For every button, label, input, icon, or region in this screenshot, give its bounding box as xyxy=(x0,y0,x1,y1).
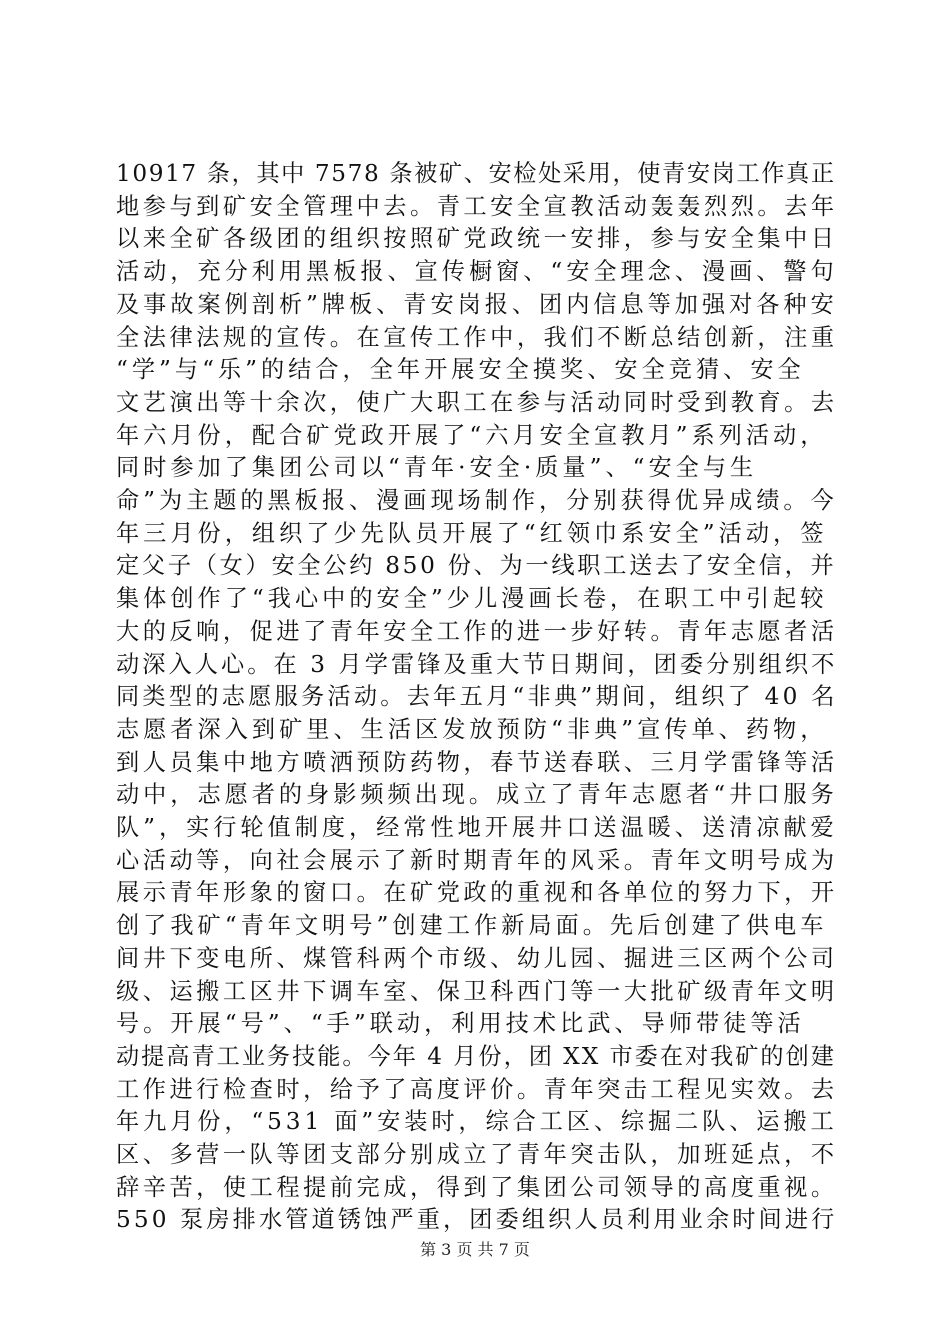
text-line: 年三月份，组织了少先队员开展了“红领巾系安全”活动，签 xyxy=(116,519,828,547)
text-line: 志愿者深入到矿里、生活区发放预防“非典”宣传单、药物， xyxy=(116,715,828,743)
text-line: 动深入人心。在 3 月学雷锋及重大节日期间，团委分别组织不 xyxy=(116,650,838,678)
text-line: 动提高青工业务技能。今年 4 月份，团 XX 市委在对我矿的创建 xyxy=(116,1042,836,1070)
text-line: 550 泵房排水管道锈蚀严重，团委组织人员利用业余时间进行 xyxy=(116,1206,838,1234)
text-line: 定父子（女）安全公约 850 份、为一线职工送去了安全信，并 xyxy=(116,552,837,580)
text-line: 动中，志愿者的身影频频出现。成立了青年志愿者“井口服务 xyxy=(116,781,838,809)
text-line: 地参与到矿安全管理中去。青工安全宣教活动轰轰烈烈。去年 xyxy=(116,192,838,220)
text-line: “学”与“乐”的结合，全年开展安全摸奖、安全竞猜、安全 xyxy=(116,356,805,384)
text-line: 大的反响，促进了青年安全工作的进一步好转。青年志愿者活 xyxy=(116,617,838,645)
text-line: 区、多营一队等团支部分别成立了青年突击队，加班延点，不 xyxy=(116,1141,838,1168)
text-line: 活动，充分利用黑板报、宣传橱窗、“安全理念、漫画、警句 xyxy=(116,258,838,286)
text-line: 展示青年形象的窗口。在矿党政的重视和各单位的努力下，开 xyxy=(116,879,838,907)
text-line: 集体创作了“我心中的安全”少儿漫画长卷，在职工中引起较 xyxy=(116,585,828,613)
text-line: 号。开展“号”、“手”联动，利用技术比武、导师带徒等活 xyxy=(116,1010,805,1038)
text-line: 及事故案例剖析”牌板、青安岗报、团内信息等加强对各种安 xyxy=(116,290,838,318)
text-line: 间井下变电所、煤管科两个市级、幼儿园、掘进三区两个公司 xyxy=(116,944,838,972)
text-line: 同时参加了集团公司以“青年·安全·质量”、“安全与生 xyxy=(116,454,758,482)
text-line: 心活动等，向社会展示了新时期青年的风采。青年文明号成为 xyxy=(116,846,838,874)
text-line: 工作进行检查时，给予了高度评价。青年突击工程见实效。去 xyxy=(116,1075,838,1103)
text-line: 文艺演出等十余次，使广大职工在参与活动同时受到教育。去 xyxy=(116,388,838,416)
text-line: 同类型的志愿服务活动。去年五月“非典”期间，组织了 40 名 xyxy=(116,683,838,711)
text-line: 10917 条，其中 7578 条被矿、安检处采用，使青安岗工作真正 xyxy=(116,160,836,187)
text-line: 队”，实行轮值制度，经常性地开展井口送温暖、送清凉献爱 xyxy=(116,814,838,841)
text-line: 全法律法规的宣传。在宣传工作中，我们不断总结创新，注重 xyxy=(116,323,838,351)
text-line: 年九月份，“531 面”安装时，综合工区、综掘二队、运搬工 xyxy=(116,1108,838,1136)
text-line: 命”为主题的黑板报、漫画现场制作，分别获得优异成绩。今 xyxy=(116,487,838,514)
page-footer: 第 3 页 共 7 页 xyxy=(420,1240,530,1259)
text-line: 辞辛苦，使工程提前完成，得到了集团公司领导的高度重视。 xyxy=(116,1173,838,1201)
text-line: 到人员集中地方喷洒预防药物，春节送春联、三月学雷锋等活 xyxy=(116,748,838,776)
text-line: 级、运搬工区井下调车室、保卫科西门等一大批矿级青年文明 xyxy=(116,977,838,1005)
text-line: 创了我矿“青年文明号”创建工作新局面。先后创建了供电车 xyxy=(116,912,828,940)
text-line: 以来全矿各级团的组织按照矿党政统一安排，参与安全集中日 xyxy=(116,225,838,253)
text-line: 年六月份，配合矿党政开展了“六月安全宣教月”系列活动， xyxy=(116,421,828,449)
